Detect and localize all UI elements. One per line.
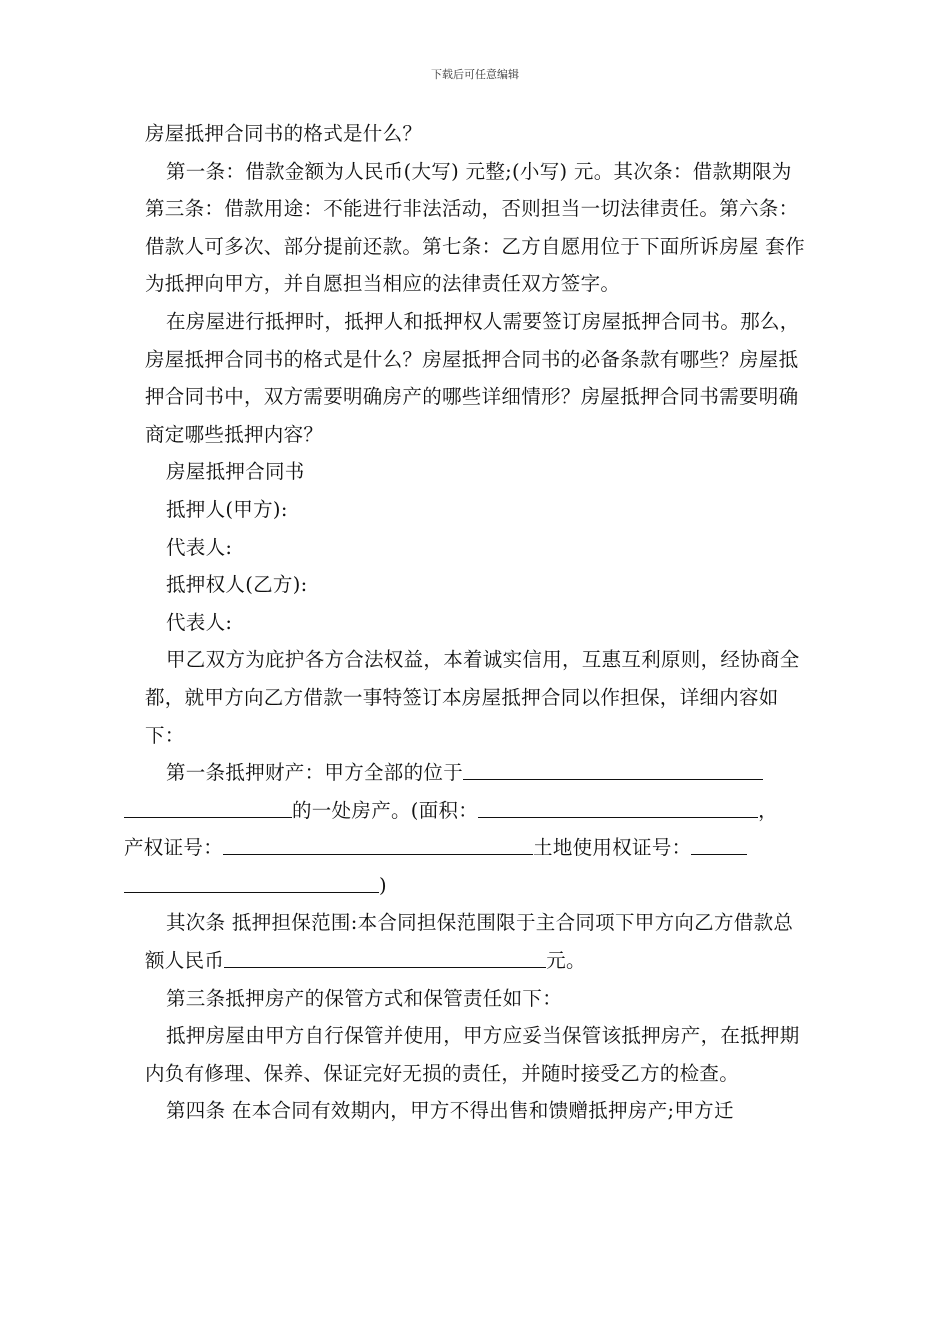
location-blank-cont (124, 795, 292, 818)
land-cert-blank (691, 832, 747, 855)
article-1 (124, 754, 810, 904)
paragraph-intro: 在房屋进行抵押时，抵押人和抵押权人需要签订房屋抵押合同书。那么，房屋抵押合同书的格式是什么？房屋抵押合同书的必备条款有哪些？房屋抵押合同书中，双方需要明确房产的哪些详细情形？房屋抵押合同书需要明确商定哪些抵押内容？ (145, 309, 800, 446)
area-blank (478, 795, 758, 818)
representative-label-1: 代表人: (166, 535, 233, 559)
article-2-text-b: 元。 (546, 949, 586, 973)
article-1-text-a: 第一条抵押财产：甲方全部的位于 (166, 761, 464, 785)
article-1-text-c: ， (758, 798, 778, 822)
article-1-text-b: 的一处房产。(面积： (292, 798, 479, 822)
paragraph-preamble: 甲乙双方为庇护各方合法权益，本着诚实信用，互惠互利原则，经协商全都，就甲方向乙方借款一事特签订本房屋抵押合同以作担保，详细内容如下： (145, 648, 800, 747)
mortgagee-label: 抵押权人(乙方): (166, 573, 308, 597)
land-cert-blank-cont (124, 870, 379, 893)
location-blank (463, 757, 763, 780)
header-note: 下载后可任意编辑 (431, 68, 519, 81)
article-1-text-e: 土地使用权证号： (533, 836, 692, 860)
article-2-text-a: 其次条 抵押担保范围:本合同担保范围限于主合同项下甲方向乙方借款总额人民币 (145, 911, 794, 973)
document-title: 房屋抵押合同书的格式是什么？ (145, 122, 423, 145)
representative-label-2: 代表人: (166, 610, 233, 634)
property-cert-blank (223, 832, 533, 855)
article-3-title: 第三条抵押房产的保管方式和保管责任如下： (166, 986, 563, 1010)
article-1-text-f: ) (379, 873, 387, 897)
amount-blank (224, 945, 546, 968)
document-body (124, 115, 810, 1130)
article-2 (145, 904, 810, 979)
article-3-body: 抵押房屋由甲方自行保管并使用，甲方应妥当保管该抵押房产，在抵押期内负有修理、保养、保证完好无损的责任，并随时接受乙方的检查。 (145, 1024, 800, 1085)
article-1-text-d: 产权证号： (124, 836, 224, 860)
article-4: 第四条 在本合同有效期内，甲方不得出售和馈赠抵押房产;甲方迁 (166, 1099, 734, 1123)
contract-title: 房屋抵押合同书 (166, 460, 305, 484)
paragraph-summary: 第一条：借款金额为人民币(大写) 元整;(小写) 元。其次条：借款期限为 第三条：借款用途：不能进行非法活动，否则担当一切法律责任。第六条：借款人可多次、部分提前还款。第七条：乙方自愿用位于下面所诉房屋 套作为抵押向甲方，并自愿担当相应的法律责任双方签字。 (145, 159, 805, 296)
mortgagor-label: 抵押人(甲方): (166, 497, 288, 521)
